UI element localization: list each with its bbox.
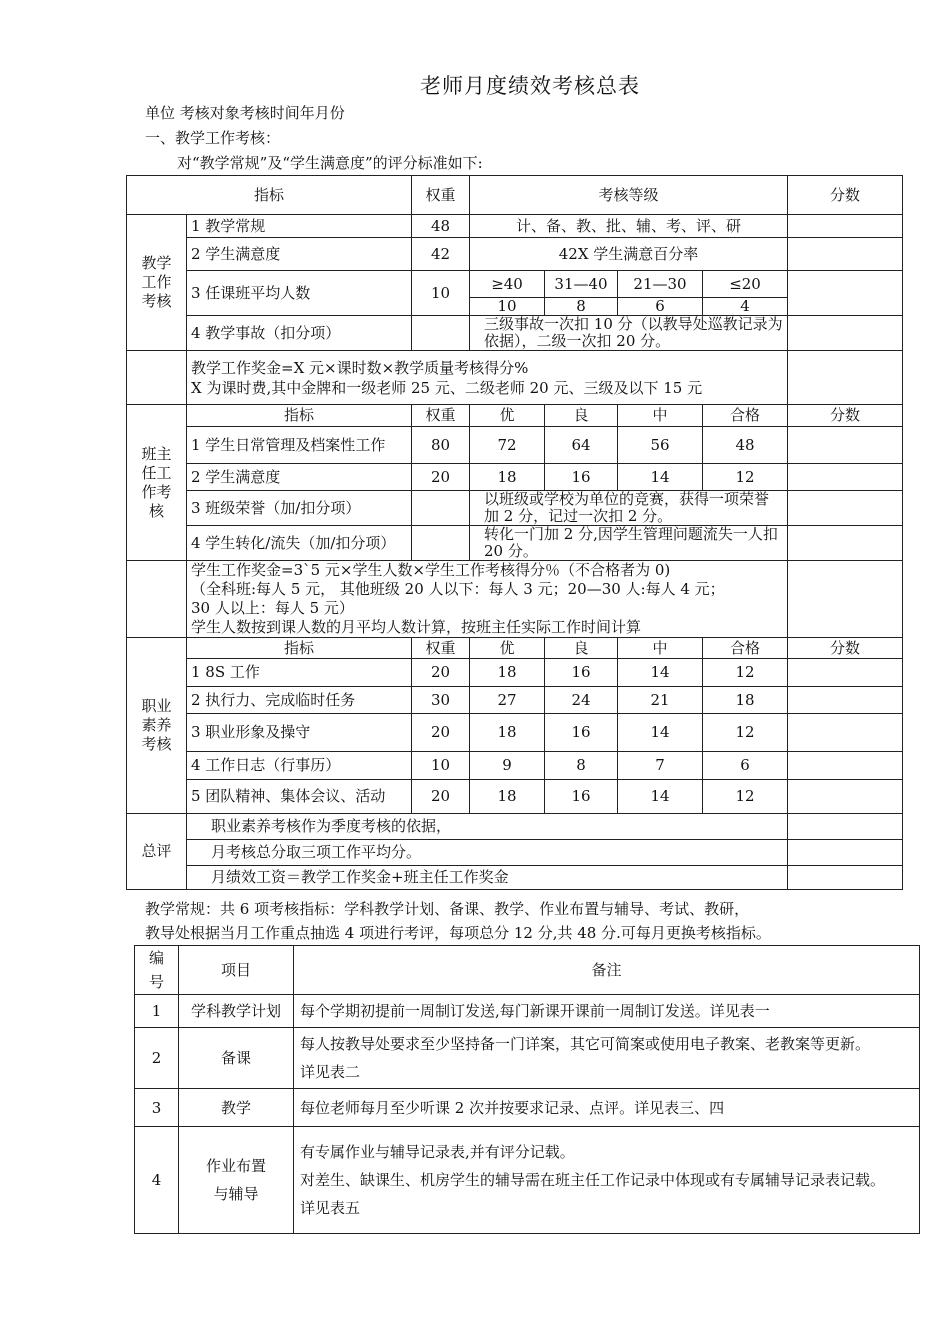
grade-header: 权重: [412, 405, 470, 427]
head-extra-name: 3 班级荣誉（加/扣分项）: [187, 491, 412, 526]
remark-line: 有专属作业与辅导记录表,并有评分记载。: [300, 1143, 575, 1161]
score-cell[interactable]: [788, 526, 903, 561]
grade-header: 优: [470, 638, 545, 659]
grade-value: 18: [470, 714, 545, 752]
grade-value: 72: [470, 427, 545, 464]
head-extra-desc: 转化一门加 2 分,因学生管理问题流失一人扣 20 分。: [470, 526, 788, 561]
grade-value: 14: [618, 659, 703, 687]
summary-line: 职业素养考核作为季度考核的依据，: [187, 814, 788, 840]
summary-side-label: 总评: [127, 814, 187, 890]
bonus-blank: [127, 351, 187, 405]
class-size-points: 10: [470, 298, 545, 316]
head-row-weight: 20: [412, 464, 470, 491]
header-line: 单位 考核对象考核时间年月份: [145, 104, 345, 122]
teaching-bonus: [187, 351, 788, 405]
prof-row-weight: 20: [412, 659, 470, 687]
teach-row-name: 3 任课班平均人数: [187, 271, 412, 316]
grade-header: 指标: [187, 405, 412, 427]
score-cell[interactable]: [788, 215, 903, 238]
score-cell[interactable]: [788, 427, 903, 464]
score-cell[interactable]: [788, 238, 903, 271]
remark-line: 每个学期初提前一周制订发送,每门新课开课前一周制订发送。详见表一: [300, 1002, 770, 1020]
intro-text: 对“教学常规”及“学生满意度”的评分标准如下:: [177, 154, 483, 172]
grade-value: 27: [470, 687, 545, 714]
score-cell[interactable]: [788, 561, 903, 638]
grade-value: 24: [545, 687, 618, 714]
row-number: 1: [135, 995, 179, 1028]
class-size-points: 6: [618, 298, 703, 316]
grade-value: 12: [703, 780, 788, 814]
head-extra-name: 4 学生转化/流失（加/扣分项）: [187, 526, 412, 561]
row-item: 教学: [179, 1089, 294, 1127]
grade-value: 6: [703, 752, 788, 780]
row-item: 作业布置与辅导: [179, 1127, 294, 1234]
prof-row-weight: 20: [412, 780, 470, 814]
grade-header: 良: [545, 638, 618, 659]
section-heading: 一、教学工作考核：: [145, 129, 281, 147]
teach-row-name: 1 教学常规: [187, 215, 412, 238]
prof-row-name: 4 工作日志（行事历）: [187, 752, 412, 780]
score-cell[interactable]: [788, 271, 903, 316]
row-remark: [294, 1028, 920, 1089]
summary-line: 月绩效工资＝教学工作奖金+班主任工作奖金: [187, 866, 788, 890]
head-extra-desc: 以班级或学校为单位的竞赛，获得一项荣誉加 2 分，记过一次扣 2 分。: [470, 491, 788, 526]
grade-header: 合格: [703, 638, 788, 659]
row-remark: [294, 1089, 920, 1127]
teach-row-desc: 计、备、教、批、辅、考、评、研: [470, 215, 788, 238]
col-number: 编号: [135, 946, 179, 995]
row-number: 3: [135, 1089, 179, 1127]
headteacher-bonus-line: （全科班:每人 5 元， 其他班级 20 人以下：每人 3 元；20—30 人:每人 4 元；: [191, 580, 725, 598]
teaching-side-label: 教学工作考核: [127, 215, 187, 351]
grade-header: 权重: [412, 638, 470, 659]
headteacher-bonus: [187, 561, 788, 638]
head-row-name: 1 学生日常管理及档案性工作: [187, 427, 412, 464]
headteacher-bonus-line: 30 人以上：每人 5 元）: [191, 599, 354, 617]
col-item: 项目: [179, 946, 294, 995]
grade-header: 良: [545, 405, 618, 427]
head-row-name: 2 学生满意度: [187, 464, 412, 491]
col-weight: 权重: [412, 176, 470, 215]
teach-row-desc: 42X 学生满意百分率: [470, 238, 788, 271]
score-cell[interactable]: [788, 714, 903, 752]
score-cell[interactable]: [788, 464, 903, 491]
class-size-level: 31—40: [545, 271, 618, 298]
grade-header: 指标: [187, 638, 412, 659]
prof-row-name: 3 职业形象及操守: [187, 714, 412, 752]
row-remark: [294, 995, 920, 1028]
prof-row-name: 1 8S 工作: [187, 659, 412, 687]
grade-value: 12: [703, 714, 788, 752]
class-size-level: ≤20: [703, 271, 788, 298]
teach-row-weight: 42: [412, 238, 470, 271]
class-size-level: ≥40: [470, 271, 545, 298]
score-cell[interactable]: [788, 752, 903, 780]
teach-row-weight: [412, 316, 470, 351]
grade-value: 7: [618, 752, 703, 780]
score-cell[interactable]: [788, 814, 903, 840]
grade-value: 16: [545, 714, 618, 752]
grade-value: 16: [545, 464, 618, 491]
col-score: 分数: [788, 176, 903, 215]
grade-value: 8: [545, 752, 618, 780]
teach-row-name: 4 教学事故（扣分项）: [187, 316, 412, 351]
row-number: 4: [135, 1127, 179, 1234]
grade-header: 优: [470, 405, 545, 427]
row-item: 学科教学计划: [179, 995, 294, 1028]
grade-value: 12: [703, 659, 788, 687]
grade-value: 48: [703, 427, 788, 464]
score-cell[interactable]: [788, 840, 903, 866]
summary-line: 月考核总分取三项工作平均分。: [187, 840, 788, 866]
col-remark: 备注: [294, 946, 920, 995]
grade-value: 14: [618, 714, 703, 752]
row-item: 备课: [179, 1028, 294, 1089]
grade-value: 14: [618, 464, 703, 491]
grade-header: 合格: [703, 405, 788, 427]
prof-row-weight: 10: [412, 752, 470, 780]
class-size-points: 8: [545, 298, 618, 316]
prof-row-weight: 20: [412, 714, 470, 752]
teaching-bonus-line: 教学工作奖金=X 元×课时数×教学质量考核得分%: [191, 358, 529, 377]
score-cell[interactable]: [788, 491, 903, 526]
grade-value: 56: [618, 427, 703, 464]
score-cell[interactable]: [788, 351, 903, 405]
class-size-level: 21—30: [618, 271, 703, 298]
score-cell[interactable]: [788, 687, 903, 714]
col-level: 考核等级: [470, 176, 788, 215]
routine-note-line: 教学常规：共 6 项考核指标：学科教学计划、备课、教学、作业布置与辅导、考试、教研，: [145, 900, 750, 918]
grade-header: 分数: [788, 405, 903, 427]
routine-note-line: 教导处根据当月工作重点抽选 4 项进行考评，每项总分 12 分,共 48 分.可每月更换考核指标。: [145, 924, 771, 942]
header-row: [127, 176, 903, 215]
teach-row-desc: 三级事故一次扣 10 分（以教导处巡教记录为依据），二级一次扣 20 分。: [470, 316, 788, 351]
head-extra-weight: [412, 491, 470, 526]
prof-row-name: 2 执行力、完成临时任务: [187, 687, 412, 714]
teach-row-weight: 48: [412, 215, 470, 238]
col-indicator: 指标: [127, 176, 412, 215]
grade-header: 中: [618, 638, 703, 659]
grade-value: 16: [545, 659, 618, 687]
grade-header: 分数: [788, 638, 903, 659]
professional-side-label: 职业素养考核: [127, 638, 187, 814]
assessment-table: [126, 175, 903, 890]
grade-value: 12: [703, 464, 788, 491]
score-cell[interactable]: [788, 316, 903, 351]
grade-value: 18: [470, 659, 545, 687]
grade-value: 16: [545, 780, 618, 814]
remark-line: 详见表五: [300, 1199, 361, 1217]
prof-row-name: 5 团队精神、集体会议、活动: [187, 780, 412, 814]
grade-value: 9: [470, 752, 545, 780]
teach-row-weight: 10: [412, 271, 470, 316]
class-size-points: 4: [703, 298, 788, 316]
score-cell[interactable]: [788, 866, 903, 890]
teaching-bonus-line: X 为课时费,其中金牌和一级老师 25 元、二级老师 20 元、三级及以下 15 元: [191, 378, 703, 397]
grade-value: 21: [618, 687, 703, 714]
page-title: 老师月度绩效考核总表: [420, 74, 640, 98]
headteacher-side-label: 班主任工作考核: [127, 405, 187, 561]
headteacher-bonus-line: 学生人数按到课人数的月平均人数计算，按班主任实际工作时间计算: [191, 618, 642, 636]
remark-line: 每位老师每月至少听课 2 次并按要求记录、点评。详见表三、四: [300, 1098, 725, 1117]
headteacher-bonus-line: 学生工作奖金=3`5 元×学生人数×学生工作考核得分％（不合格者为 0): [191, 561, 671, 579]
grade-value: 18: [470, 464, 545, 491]
row-number: 2: [135, 1028, 179, 1089]
remark-line: 对差生、缺课生、机房学生的辅导需在班主任工作记录中体现或有专属辅导记录表记载。: [300, 1171, 886, 1189]
head-extra-weight: [412, 526, 470, 561]
grade-value: 14: [618, 780, 703, 814]
remark-line: 每人按教导处要求至少坚持备一门详案，其它可简案或使用电子教案、老教案等更新。: [300, 1035, 871, 1053]
head-row-weight: 80: [412, 427, 470, 464]
grade-header: 中: [618, 405, 703, 427]
grade-value: 64: [545, 427, 618, 464]
bonus-blank: [127, 561, 187, 638]
grade-value: 18: [703, 687, 788, 714]
score-cell[interactable]: [788, 659, 903, 687]
remark-line: 详见表二: [300, 1063, 361, 1081]
prof-row-weight: 30: [412, 687, 470, 714]
row-remark: [294, 1127, 920, 1234]
grade-value: 18: [470, 780, 545, 814]
teach-row-name: 2 学生满意度: [187, 238, 412, 271]
routine-detail-table: [134, 945, 920, 1234]
score-cell[interactable]: [788, 780, 903, 814]
